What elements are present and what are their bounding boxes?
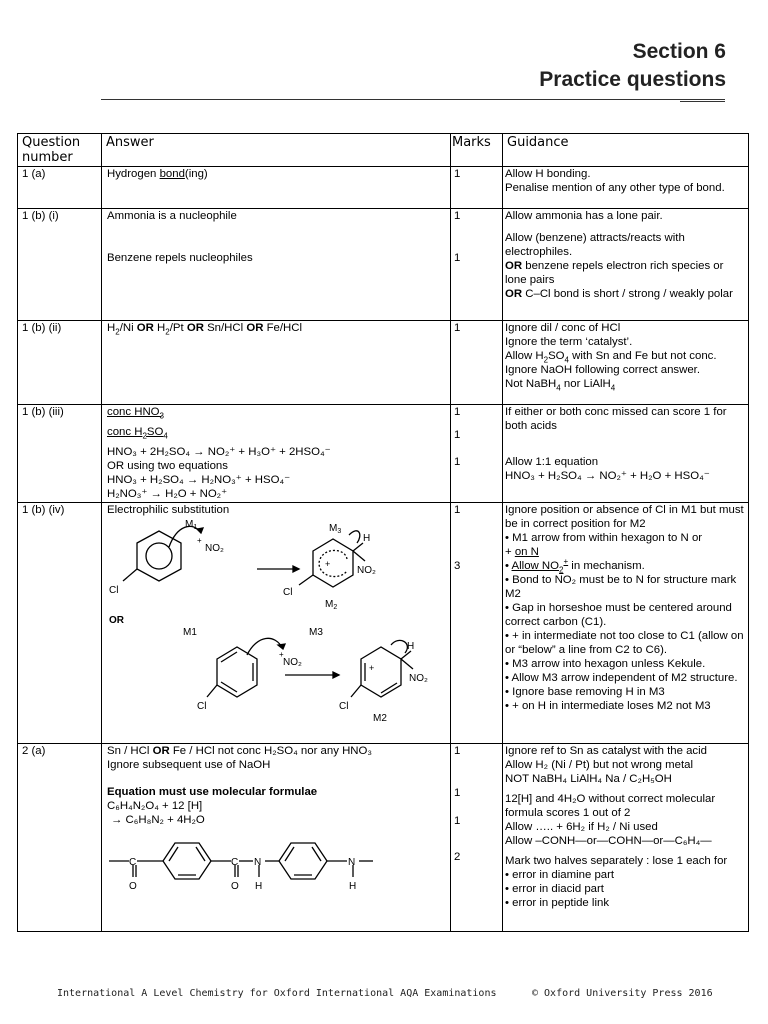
header-guidance: Guidance <box>503 134 749 167</box>
guidance-cell <box>503 321 749 405</box>
answer-text: Electrophilic substitution <box>107 504 230 516</box>
curly-arrow-m3 <box>349 531 360 543</box>
marks-cell <box>451 405 503 503</box>
table-row <box>18 321 749 405</box>
guidance-line: Ignore dil / conc of HCl <box>505 322 621 334</box>
header-rule <box>101 99 725 100</box>
guidance-line: Ignore the term ‘catalyst’. <box>505 336 633 348</box>
or-bold: OR <box>505 288 523 300</box>
footer-right: © Oxford University Press 2016 <box>532 988 713 999</box>
guidance-text: + <box>505 546 515 558</box>
arrowhead <box>293 566 299 572</box>
c-n-bond <box>401 659 413 669</box>
guidance-cell <box>503 503 749 744</box>
double-bond <box>221 652 237 662</box>
answer-text: conc HNO <box>107 406 160 418</box>
label-no2: NO₂ <box>409 673 428 684</box>
mechanism-diagram <box>107 517 447 739</box>
answer-text: Hydrogen <box>107 168 160 180</box>
mark-value: 1 <box>454 456 461 468</box>
equation: → C₆H₈N₂ + 4H₂O <box>111 814 205 826</box>
curly-arrow-m3 <box>391 640 407 653</box>
guidance-line: • error in peptide link <box>505 897 610 909</box>
guidance-line: • error in diamine part <box>505 869 615 881</box>
c-cl-bond <box>123 569 137 581</box>
guidance-text-underlined: on N <box>514 546 539 558</box>
answer-text-underlined: conc $H_2SO_4$ <box>107 426 168 441</box>
guidance-line: Allow $H_2SO_4$ with Sn and Fe but not conc. <box>505 350 717 365</box>
guidance-cell <box>503 744 749 932</box>
polymer-structure <box>107 835 437 899</box>
guidance-text: Not NaBH <box>505 378 557 390</box>
answer-text: H <box>157 322 166 334</box>
answer-text: Benzene repels nucleophiles <box>107 252 253 264</box>
guidance-cell <box>503 405 749 503</box>
guidance-line: Not NaBH$_4$ nor LiAlH$_4$ <box>505 378 616 393</box>
answer-cell <box>102 405 451 503</box>
label-plus: + <box>197 536 202 545</box>
question-number: 1 (b) (ii) <box>18 321 102 405</box>
footer-left: International A Level Chemistry for Oxford International AQA Examinations <box>57 988 497 999</box>
label-m3: $M_3$ <box>329 523 342 535</box>
answer-text: Fe/HCl <box>263 322 303 334</box>
answer-text: /Ni <box>119 322 137 334</box>
answer-cell <box>102 744 451 932</box>
equation: HNO₃ + H₂SO₄ → NO₂⁺ + H₂O + HSO₄⁻ <box>505 470 710 482</box>
arrowhead <box>197 528 203 533</box>
equation: H₂NO₃⁺ → H₂O + NO₂⁺ <box>107 488 228 500</box>
guidance-line: 12[H] and 4H₂O without correct molecular formula scores 1 out of 2 <box>505 793 716 819</box>
atom-h: H <box>255 881 263 892</box>
guidance-text: in mechanism. <box>568 560 645 572</box>
label-m1: $M_1$ <box>185 519 198 531</box>
atom-c: C <box>231 857 239 868</box>
arrowhead <box>278 644 285 649</box>
section-label: Section 6 <box>632 40 726 63</box>
label-plus: + <box>279 650 284 659</box>
header-question: Question number <box>18 134 102 167</box>
guidance-line: • Ignore base removing H in M3 <box>505 686 665 698</box>
marks-cell <box>451 209 503 321</box>
label-cl: Cl <box>283 587 293 598</box>
guidance-line: • + on H in intermediate loses M2 not M3 <box>505 700 711 712</box>
answer-text: Sn / HCl <box>107 745 153 757</box>
guidance-line: • error in diacid part <box>505 883 604 895</box>
intermediate-ring <box>361 647 401 697</box>
question-number: 1 (b) (iii) <box>18 405 102 503</box>
guidance-text: nor LiAlH <box>560 378 611 390</box>
or-bold: OR <box>186 322 204 334</box>
guidance-line <box>505 545 746 559</box>
question-number: 2 (a) <box>18 744 102 932</box>
marks-cell <box>451 503 503 744</box>
answer-text: conc H <box>107 426 143 438</box>
c-n-bond <box>353 551 365 561</box>
or-bold: OR <box>505 260 523 272</box>
label-m2: $M_2$ <box>325 599 338 611</box>
intermediate-ring <box>313 539 353 587</box>
guidance-line: • Allow M3 arrow independent of M2 structure. <box>505 672 738 684</box>
horseshoe <box>319 550 347 576</box>
label-m2: M2 <box>373 713 387 724</box>
guidance-text: benzene repels electron rich species or lone pairs <box>505 260 724 286</box>
page-header <box>539 38 726 94</box>
label-cl: Cl <box>197 701 207 712</box>
mark-value: 1 <box>454 745 461 757</box>
header-answer: Answer <box>102 134 451 167</box>
double-bond <box>221 682 237 692</box>
mark-value: 3 <box>454 560 461 572</box>
answer-text: H <box>107 322 116 334</box>
label-h: H <box>407 641 415 652</box>
marks-cell: 1 <box>451 321 503 405</box>
answer-text-underlined: conc $HNO_3$ <box>107 406 164 421</box>
answer-cell <box>102 503 451 744</box>
label-cl: Cl <box>339 701 349 712</box>
answer-heading: Equation must use molecular formulae <box>107 786 318 798</box>
guidance-text: C–Cl bond is short / strong / weakly polar <box>522 288 733 300</box>
c-cl-bond <box>299 575 313 585</box>
label-plus: + <box>369 663 375 673</box>
guidance-line: Ignore NaOH following correct answer. <box>505 364 700 376</box>
guidance-text: with Sn and Fe but not conc. <box>569 350 717 362</box>
label-cl: Cl <box>109 585 119 596</box>
guidance-line: • Allow $NO_2^+$ in mechanism. <box>505 557 645 575</box>
answer-text: Fe / HCl not conc H₂SO₄ nor any HNO₃ <box>169 745 373 757</box>
benzene-ring <box>137 531 181 581</box>
c-cl-bond <box>207 685 217 697</box>
guidance-line <box>505 259 746 287</box>
marks-cell <box>451 744 503 932</box>
aromatic-circle <box>146 543 172 569</box>
question-number: 1 (a) <box>18 167 102 209</box>
guidance-line <box>505 287 746 301</box>
guidance-text: • <box>505 560 512 572</box>
arrowhead <box>333 672 339 678</box>
guidance-line: Mark two halves separately : lose 1 each for <box>505 855 728 867</box>
mark-value: 1 <box>454 787 461 799</box>
c-h-bond <box>353 543 363 551</box>
guidance-line: • M3 arrow into hexagon unless Kekule. <box>505 658 706 670</box>
or-bold: OR <box>152 745 170 757</box>
guidance-text-underlined: Allow NO <box>511 560 560 572</box>
atom-n: N <box>254 857 262 868</box>
label-m1: M1 <box>183 627 197 638</box>
guidance-line: • M1 arrow from within hexagon to N or <box>505 532 703 544</box>
equation: HNO₃ + H₂SO₄ → H₂NO₃⁺ + HSO₄⁻ <box>107 474 291 486</box>
atom-o: O <box>231 881 239 892</box>
answer-text: /Pt <box>169 322 187 334</box>
table-row <box>18 744 749 932</box>
guidance-line: • + in intermediate not too close to C1 (allow on or “below” a line from C2 to C6). <box>505 630 744 656</box>
marks-cell: 1 <box>451 167 503 209</box>
answer-text: Ignore subsequent use of NaOH <box>107 759 271 771</box>
mark-value: 2 <box>454 851 461 863</box>
kekule-ring <box>217 647 257 697</box>
guidance-text: Allow H <box>505 350 544 362</box>
guidance-line: Penalise mention of any other type of bond. <box>505 182 725 194</box>
guidance-line: • Gap in horseshoe must be centered around correct carbon (C1). <box>505 602 732 628</box>
answer-text: Sn/HCl <box>203 322 247 334</box>
atom-c: C <box>129 857 137 868</box>
atom-h: H <box>349 881 357 892</box>
answer-text: OR using two equations <box>107 460 228 472</box>
answer-cell: $H_2/Ni$ OR $H_2/Pt$ OR Sn/HCl OR Fe/HCl <box>102 321 451 405</box>
guidance-line: Ignore position or absence of Cl in M1 but must be in correct position for M2 <box>505 504 744 530</box>
answer-text: (ing) <box>184 168 208 180</box>
question-number: 1 (b) (iv) <box>18 503 102 744</box>
guidance-line: Allow (benzene) attracts/reacts with electrophiles. <box>505 232 685 258</box>
page-title: Practice questions <box>539 68 726 91</box>
answer-text: SO <box>146 426 164 438</box>
benzene-ring <box>163 843 211 879</box>
mark-value: 1 <box>454 406 461 418</box>
mark-value: 1 <box>454 210 461 222</box>
mark-value: 1 <box>454 815 461 827</box>
table-row <box>18 209 749 321</box>
guidance-line: Allow ammonia has a lone pair. <box>505 210 663 222</box>
label-m3: M3 <box>309 627 323 638</box>
guidance-line: If either or both conc missed can score 1 for both acids <box>505 406 727 432</box>
guidance-line: Allow H₂ (Ni / Pt) but not wrong metal <box>505 759 694 771</box>
guidance-line: Allow H bonding. <box>505 168 591 180</box>
table-row <box>18 167 749 209</box>
mark-value: 1 <box>454 252 461 264</box>
header-marks: Marks <box>451 134 503 167</box>
answer-text: Ammonia is a nucleophile <box>107 210 237 222</box>
label-no2: NO₂ <box>357 565 376 576</box>
benzene-ring <box>279 843 327 879</box>
guidance-line: Allow ….. + 6H₂ if H₂ / Ni used <box>505 821 658 833</box>
label-h: H <box>363 533 371 544</box>
label-no2: NO₂ <box>205 543 224 554</box>
or-bold: OR <box>136 322 154 334</box>
guidance-line: Allow 1:1 equation <box>505 456 599 468</box>
label-no2: NO₂ <box>283 657 302 668</box>
answer-cell <box>102 167 451 209</box>
label-or: OR <box>109 615 124 626</box>
mark-value: 1 <box>454 504 461 516</box>
guidance-line: Ignore ref to Sn as catalyst with the acid <box>505 745 707 757</box>
mark-scheme-table <box>17 133 749 932</box>
label-plus: + <box>325 559 331 569</box>
guidance-line: NOT NaBH₄ LiAlH₄ Na / C₂H₅OH <box>505 773 672 785</box>
mark-value: 1 <box>454 429 461 441</box>
or-bold: OR <box>246 322 264 334</box>
equation: HNO₃ + 2H₂SO₄ → NO₂⁺ + H₃O⁺ + 2HSO₄⁻ <box>107 446 331 458</box>
answer-line <box>107 744 448 758</box>
header-rule-accent <box>680 101 725 102</box>
table-row <box>18 405 749 503</box>
c-cl-bond <box>351 685 361 697</box>
atom-n: N <box>348 857 356 868</box>
guidance-line: • Bond to NO₂ must be to N for structure mark M2 <box>505 574 737 600</box>
guidance-cell <box>503 167 749 209</box>
guidance-line: Allow –CONH—or—COHN—or—C₆H₄— <box>505 835 712 847</box>
table-row <box>18 503 749 744</box>
answer-text-underlined: bond <box>159 168 185 180</box>
answer-cell <box>102 209 451 321</box>
curly-arrow-m1 <box>247 638 283 655</box>
atom-o: O <box>129 881 137 892</box>
equation: C₆H₄N₂O₄ + 12 [H] <box>107 800 203 812</box>
question-number: 1 (b) (i) <box>18 209 102 321</box>
table-header-row <box>18 134 749 167</box>
guidance-cell <box>503 209 749 321</box>
